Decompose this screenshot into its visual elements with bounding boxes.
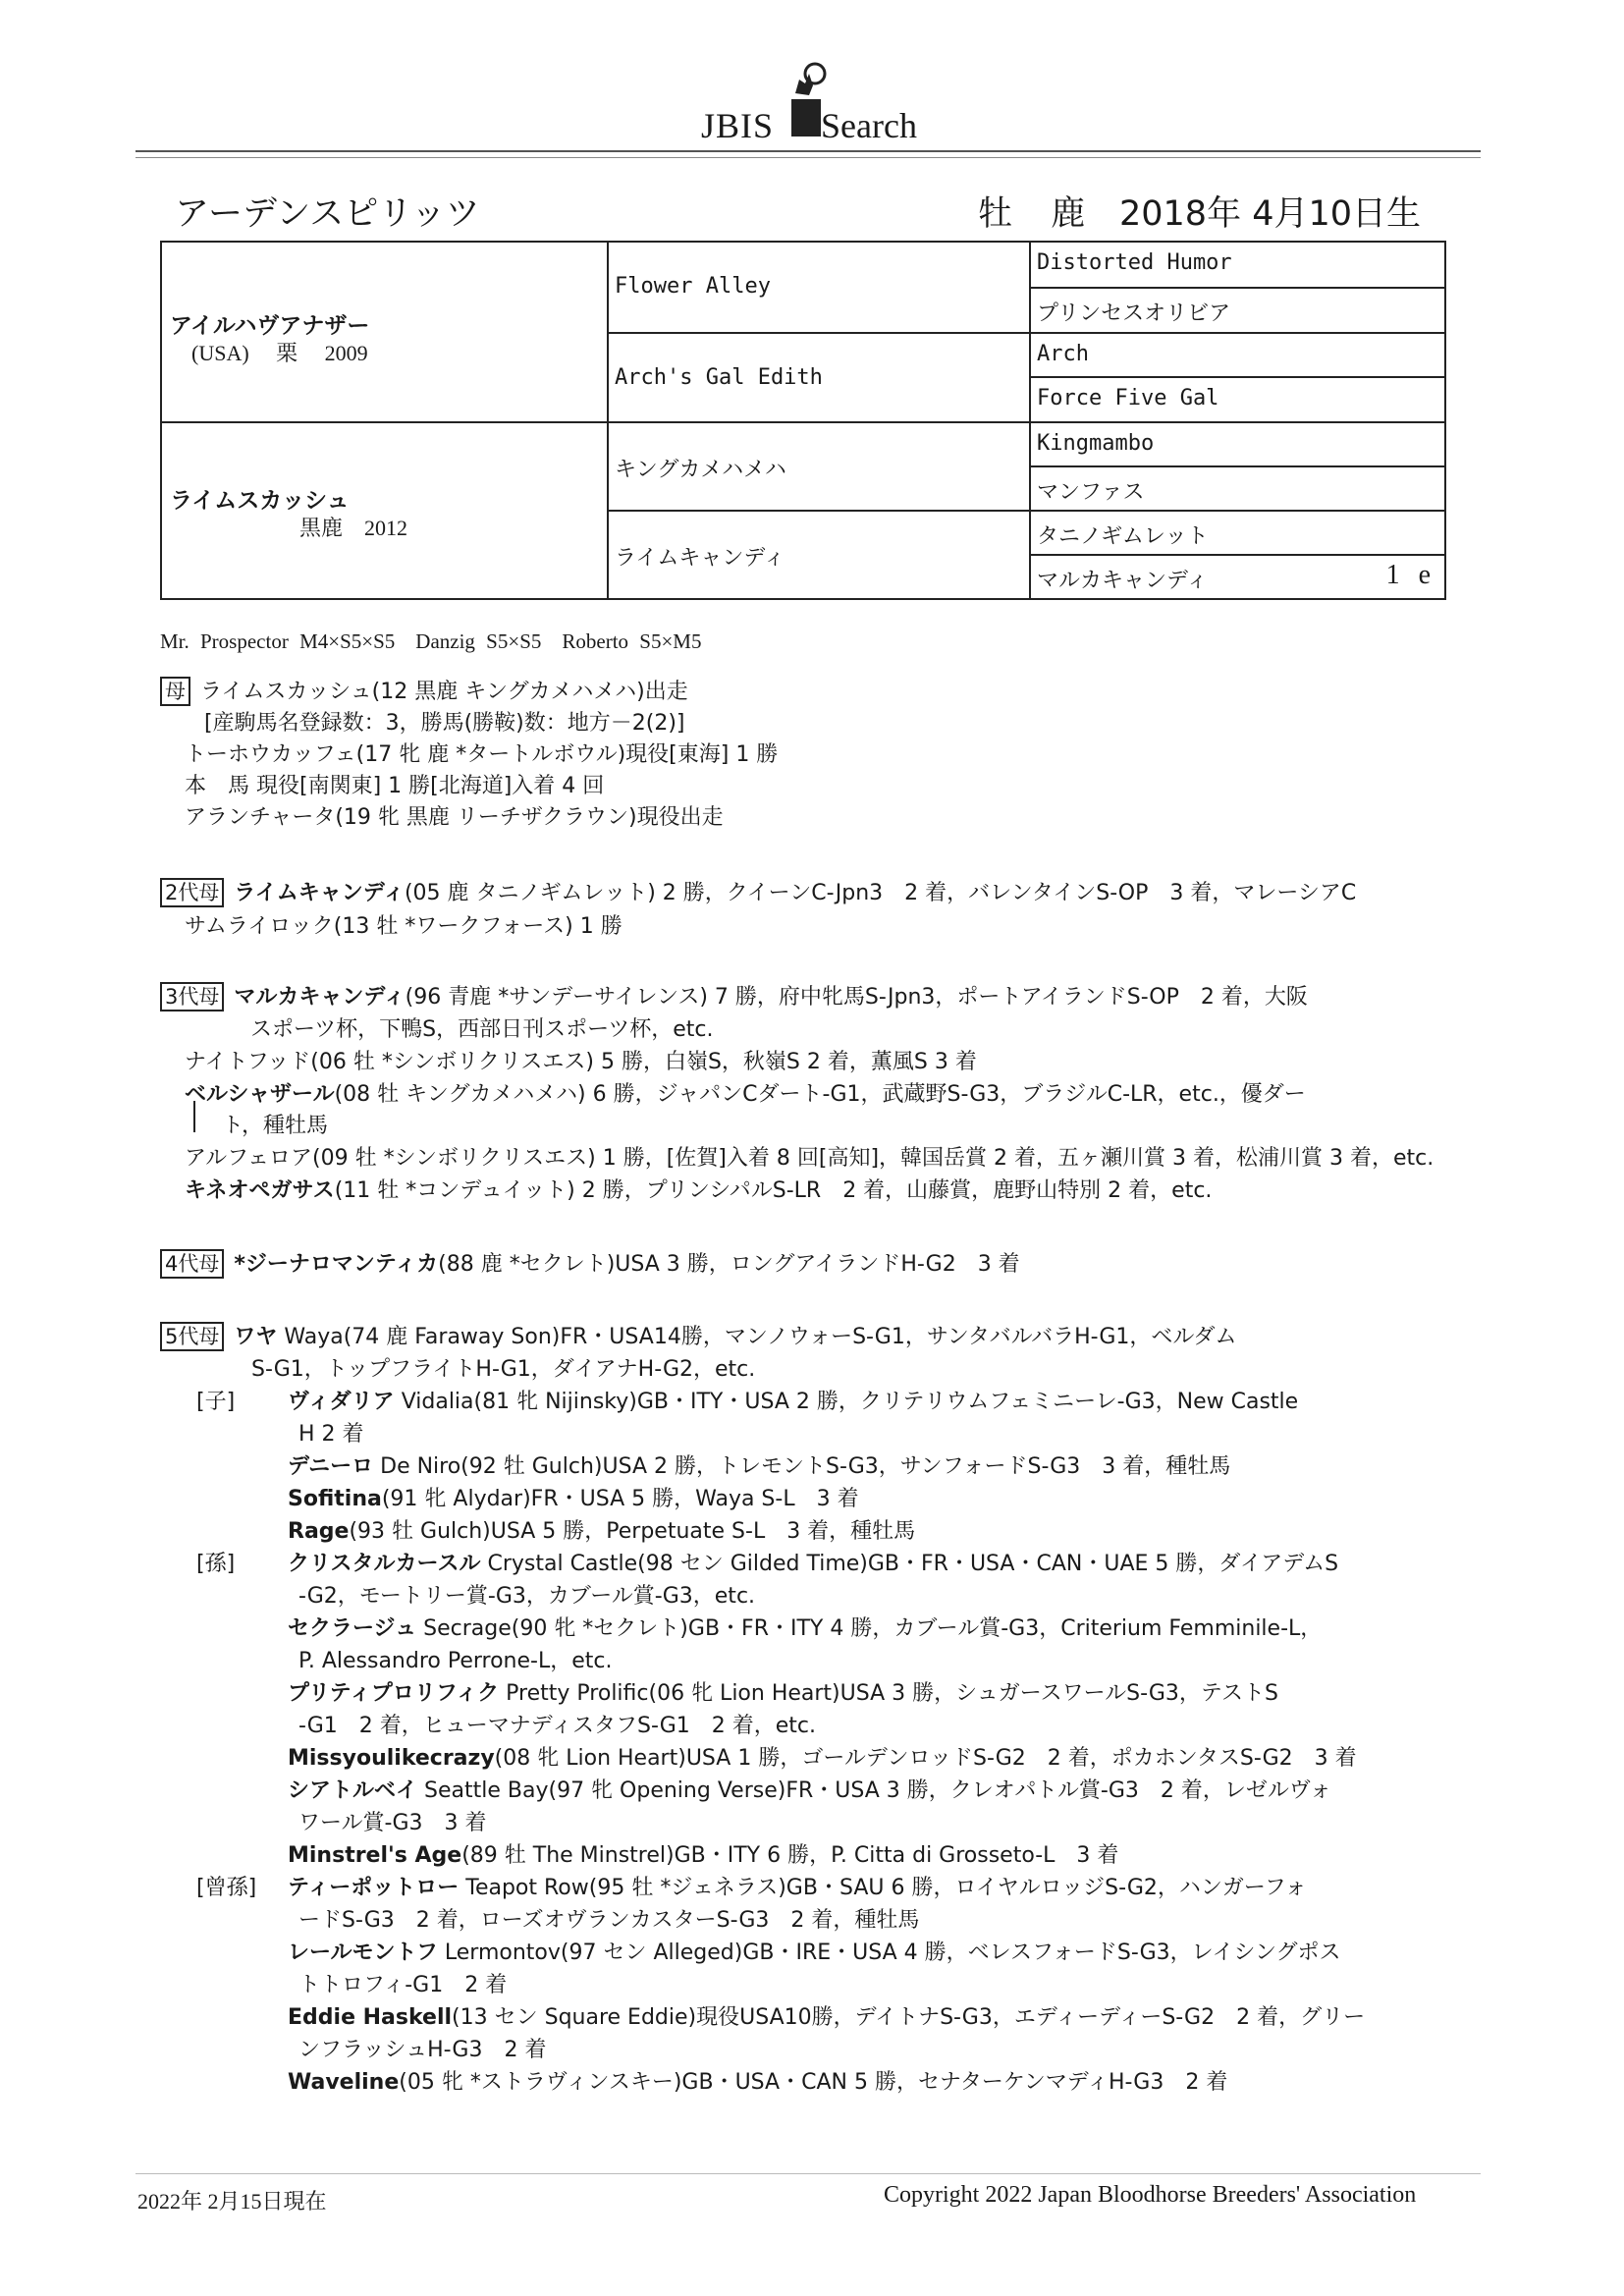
gen3-name: Arch: [1037, 342, 1089, 366]
progeny-row: トーホウカッフェ(17 牝 鹿 *タートルボウル)現役[東海] 1 勝: [185, 742, 779, 767]
descendant-record-cont: ードS-G3 2 着，ローズオヴランカスターS-G3 2 着，種牡馬: [298, 1908, 920, 1933]
descendant-record-cont: トトロフィ-G1 2 着: [298, 1973, 508, 1997]
descendant-row: [288, 1676, 1278, 1707]
progeny-name: ベルシャザール: [185, 1082, 335, 1107]
descendant-record: Crystal Castle(98 セン Gilded Time)GB・FR・USA・CAN・UAE 5 勝，ダイアデムS: [487, 1552, 1339, 1576]
gen2-cell: [609, 421, 1031, 510]
descendant-name: デニーロ: [288, 1454, 374, 1479]
progeny-row: [185, 1077, 1306, 1108]
dam-detail: 黒鹿 2012: [299, 516, 408, 540]
descendant-record-cont: -G2，モートリー賞-G3，カブール賞-G3，etc.: [298, 1584, 756, 1609]
descendant-record-cont: H 2 着: [298, 1422, 364, 1447]
gen3-dam-tag: 3代母: [160, 982, 224, 1011]
logo-jbis-text: JBIS: [701, 106, 775, 145]
sex-color: 牡 鹿: [978, 194, 1100, 234]
progeny-record: (08 牡 キングカメハメハ) 6 勝，ジャパンCダート-G1，武蔵野S-G3，ブラジルC-LR，etc.，優ダー: [334, 1082, 1306, 1107]
gen2-dam-name: ライムキャンディ: [234, 881, 405, 905]
children-tag: [子]: [196, 1390, 236, 1414]
descendant-name: Rage: [288, 1519, 350, 1544]
copyright: Copyright 2022 Japan Bloodhorse Breeders' Association: [884, 2182, 1417, 2208]
descendant-record: Pretty Prolific(06 牝 Lion Heart)USA 3 勝，シュガースワールS-G3，テストS: [506, 1681, 1279, 1706]
dam-text: ライムスカッシュ(12 黒鹿 キングカメハメハ)出走: [200, 680, 688, 704]
descendant-name: Missyoulikecrazy: [288, 1746, 495, 1771]
gen3-dam-record-cont: スポーツ杯，下鴨S，西部日刊スポーツ杯，etc.: [250, 1017, 714, 1042]
descendant-record: Seattle Bay(97 牝 Opening Verse)FR・USA 3 勝，クレオパトル賞-G3 2 着，レゼルヴォ: [424, 1778, 1331, 1803]
progeny-row: ナイトフッド(06 牡 *シンボリクリスエス) 5 勝，白嶺S，秋嶺S 2 着，薫風S 3 着: [185, 1050, 977, 1074]
progeny-record-cont: ト，種牡馬: [222, 1114, 329, 1138]
descendant-name: シアトルベイ: [288, 1778, 418, 1803]
gen3-cell: [1031, 332, 1444, 376]
descendant-row: [288, 1774, 1331, 1804]
gen3-name: マンファス: [1037, 480, 1145, 505]
gen3-cell: [1031, 465, 1444, 510]
descendant-row: [288, 1514, 915, 1545]
gen2-cell: [609, 243, 1031, 332]
gen3-cell: [1031, 243, 1444, 287]
horse-name: アーデンスピリッツ: [175, 194, 480, 234]
progeny-row: [185, 1174, 1212, 1204]
header-rule-thin: [135, 157, 1481, 158]
descendant-row: [288, 1936, 1341, 1966]
descendant-record-cont: ンフラッシュH-G3 2 着: [298, 2038, 547, 2062]
grandchildren-tag: [孫]: [196, 1552, 236, 1576]
gen2-name: ライムキャンディ: [615, 546, 785, 571]
birth-date: 2018年 4月10日生: [1119, 194, 1422, 234]
descendant-name: ヴィダリア: [288, 1390, 395, 1414]
sire-name: アイルハヴアナザー: [170, 313, 370, 339]
gen3-dam-record: (96 青鹿 *サンデーサイレンス) 7 勝，府中牝馬S-Jpn3，ポートアイランドS-OP 2 着，大阪: [405, 985, 1308, 1010]
dam-cell: [162, 421, 609, 598]
progeny-row: アルフェロア(09 牡 *シンボリクリスエス) 1 勝，[佐賀]入着 8 回[高知]，韓国岳賞 2 着，五ヶ瀬川賞 3 着，松浦川賞 3 着，etc.: [185, 1146, 1435, 1171]
great-grandchildren-tag: [曾孫]: [196, 1876, 257, 1900]
gen3-cell: [1031, 421, 1444, 465]
gen4-dam-name: *ジーナロマンティカ: [234, 1252, 439, 1277]
descendant-record-cont: ワール賞-G3 3 着: [298, 1811, 487, 1835]
gen3-name: プリンセスオリビア: [1037, 301, 1231, 326]
dam-row: [160, 675, 688, 706]
family-number: 1 e: [1385, 560, 1436, 590]
pedigree-table: [160, 241, 1446, 600]
descendant-record-cont: -G1 2 着，ヒューマナディスタフS-G1 2 着，etc.: [298, 1714, 817, 1738]
gen5-dam-tag: 5代母: [160, 1322, 224, 1351]
footer-rule: [135, 2173, 1481, 2174]
gen2-dam-record: (05 鹿 タニノギムレット) 2 勝，クイーンC-Jpn3 2 着，バレンタインS-OP 3 着，マレーシアC: [404, 881, 1357, 905]
descendant-name: Sofitina: [288, 1487, 382, 1511]
descendant-row: [288, 1449, 1230, 1480]
gen2-name: Flower Alley: [615, 274, 771, 299]
gen3-name: Distorted Humor: [1037, 250, 1232, 275]
gen2-name: キングカメハメハ: [615, 458, 786, 482]
as-of-date: 2022年 2月15日現在: [137, 2189, 327, 2214]
descendant-row: [288, 1385, 1298, 1415]
descendant-record: (89 牡 The Minstrel)GB・ITY 6 勝，P. Citta di Grosseto-L 3 着: [461, 1843, 1119, 1868]
progeny-name: キネオペガサス: [185, 1178, 335, 1203]
descendant-name: ティーポットロー: [288, 1876, 460, 1900]
gen2-cell: [609, 332, 1031, 421]
descendant-record: (91 牝 Alydar)FR・USA 5 勝，Waya S-L 3 着: [381, 1487, 859, 1511]
gen4-dam-record: (88 鹿 *セクレト)USA 3 勝，ロングアイランドH-G2 3 着: [438, 1252, 1020, 1277]
descendant-name: Eddie Haskell: [288, 2005, 453, 2030]
gen5-dam-record-cont: S-G1，トップフライトH-G1，ダイアナH-G2，etc.: [251, 1357, 756, 1382]
sire-cell: [162, 243, 609, 421]
descendant-row: [288, 1741, 1357, 1772]
descendant-record: (93 牡 Gulch)USA 5 勝，Perpetuate S-L 3 着，種牡馬: [349, 1519, 916, 1544]
descendant-record-cont: P. Alessandro Perrone-L，etc.: [298, 1649, 613, 1673]
descendant-record: Vidalia(81 牝 Nijinsky)GB・ITY・USA 2 勝，クリテリウムフェミニーレ-G3，New Castle: [401, 1390, 1299, 1414]
descendant-name: セクラージュ: [288, 1616, 417, 1641]
gen3-dam-name: マルカキャンディ: [234, 985, 406, 1010]
jbis-search-logo: [687, 54, 943, 145]
gen3-cell: [1031, 510, 1444, 554]
gen2-dam-row: [160, 876, 1356, 907]
progeny-record: (11 牡 *コンデュイット) 2 勝，プリンシパルS-LR 2 着，山藤賞，鹿野山特別 2 着，etc.: [334, 1178, 1213, 1203]
descendant-row: [288, 1871, 1307, 1901]
inbreeding-line: Mr. Prospector M4×S5×S5 Danzig S5×S5 Roberto S5×M5: [160, 629, 702, 653]
descendant-name: レールモントフ: [288, 1941, 438, 1965]
descendant-record: Teapot Row(95 牡 *ジェネラス)GB・SAU 6 勝，ロイヤルロッジS-G2，ハンガーフォ: [465, 1876, 1307, 1900]
descendant-record: Lermontov(97 セン Alleged)GB・IRE・USA 4 勝，ベレスフォードS-G3，レイシングポス: [444, 1941, 1341, 1965]
gen2-dam-tag: 2代母: [160, 878, 224, 907]
descendant-record: De Niro(92 牡 Gulch)USA 2 勝，トレモントS-G3，サンフォードS-G3 3 着，種牡馬: [380, 1454, 1231, 1479]
gen3-cell: [1031, 287, 1444, 332]
gen5-dam-name: ワヤ: [234, 1325, 278, 1349]
descendant-row: [288, 1482, 859, 1512]
gen4-dam-row: [160, 1247, 1020, 1279]
descendant-record: (05 牝 *ストラヴィンスキー)GB・USA・CAN 5 勝，セナターケンマディH-G3 2 着: [399, 2070, 1228, 2095]
descendant-row: [288, 1547, 1338, 1577]
dam-name: ライムスカッシュ: [170, 488, 350, 514]
descendant-name: クリスタルカースル: [288, 1552, 481, 1576]
dam-tag: 母: [160, 677, 190, 706]
dam-stats: [産駒馬名登録数：3，勝馬(勝鞍)数：地方－2(2)]: [204, 711, 685, 736]
gen2-name: Arch's Gal Edith: [615, 365, 823, 390]
progeny-row: サムライロック(13 牡 *ワークフォース) 1 勝: [185, 914, 623, 939]
gen5-dam-row: [160, 1320, 1237, 1351]
logo-search-text: Search: [821, 106, 917, 145]
sire-detail: (USA) 栗 2009: [191, 341, 368, 365]
descendant-row: [288, 2065, 1227, 2096]
gen3-cell: [1031, 376, 1444, 421]
descendant-bar: [193, 1101, 195, 1132]
gen4-dam-tag: 4代母: [160, 1249, 224, 1279]
descendant-row: [288, 2000, 1365, 2031]
gen2-cell: [609, 510, 1031, 598]
progeny-row: アランチャータ(19 牝 黒鹿 リーチザクラウン)現役出走: [185, 805, 724, 830]
descendant-record: (08 牝 Lion Heart)USA 1 勝，ゴールデンロッドS-G2 2 着，ポカホンタスS-G2 3 着: [494, 1746, 1357, 1771]
progeny-row: 本 馬 現役[南関東] 1 勝[北海道]入着 4 回: [185, 774, 605, 798]
descendant-name: プリティプロリフィク: [288, 1681, 500, 1706]
descendant-name: Waveline: [288, 2070, 400, 2095]
descendant-record: (13 セン Square Eddie)現役USA10勝，デイトナS-G3，エディーディーS-G2 2 着，グリー: [452, 2005, 1366, 2030]
descendant-row: [288, 1612, 1322, 1642]
gen3-name: Kingmambo: [1037, 431, 1155, 456]
gen3-cell: [1031, 554, 1444, 598]
gen3-dam-row: [160, 980, 1308, 1011]
descendant-row: [288, 1838, 1118, 1869]
gen3-name: マルカキャンディ: [1037, 569, 1209, 593]
gen3-name: タニノギムレット: [1037, 524, 1209, 549]
gen3-name: Force Five Gal: [1037, 386, 1219, 410]
descendant-record: Secrage(90 牝 *セクレト)GB・FR・ITY 4 勝，カブール賞-G3，Criterium Femminile-L，: [423, 1616, 1323, 1641]
header-rule: [135, 150, 1481, 152]
gen5-dam-record: Waya(74 鹿 Faraway Son)FR・USA14勝，マンノウォーS-G1，サンタバルバラH-G1，ベルダム: [284, 1325, 1237, 1349]
descendant-name: Minstrel's Age: [288, 1843, 462, 1868]
